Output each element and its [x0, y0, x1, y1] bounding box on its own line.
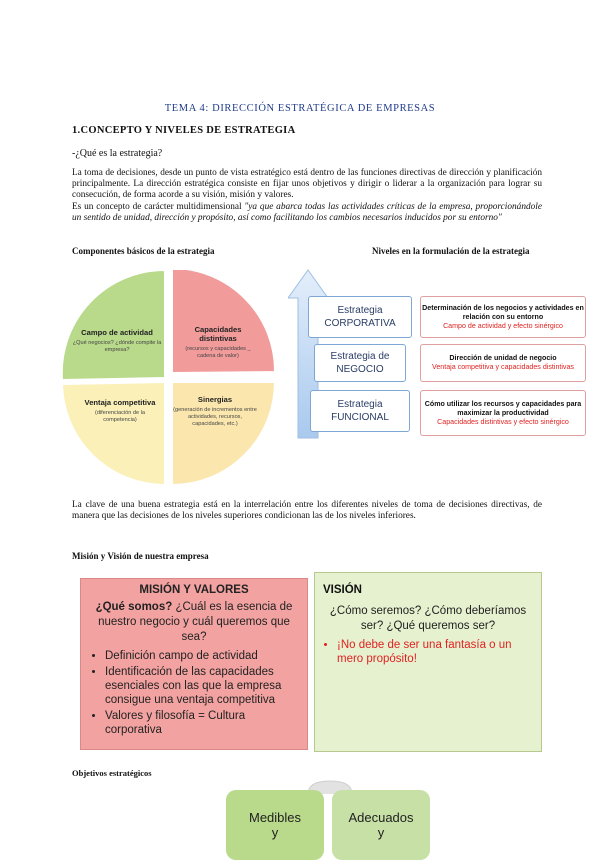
section-heading: 1.CONCEPTO Y NIVELES DE ESTRATEGIA — [72, 125, 296, 136]
vision-box — [314, 572, 542, 752]
mission-bullet: • Valores y filosofía = Cultura corporativa — [105, 709, 301, 737]
level-corporativa-l2: CORPORATIVA — [324, 318, 396, 329]
level-corporativa — [308, 296, 412, 338]
pie-desc-ventaja: (diferenciación de la competencia) — [94, 410, 146, 423]
objective-adecuados-l2: y — [377, 825, 385, 840]
intro-p1: La toma de decisiones, desde un punto de vista estratégico está dentro de las funciones directivas de dirección y planificación principalmente. La dirección estratégica consiste en fijar unos objetivos y dirigir o liderar a la organización para lograr su consecución, de forma acorde a su visión, misión y valores. — [72, 168, 542, 201]
mission-question-rest: ¿Cuál es la esencia de nuestro negocio y cuál queremos que sea? — [98, 601, 293, 643]
level-funcional-l1: Estrategia — [337, 399, 383, 410]
mission-question-bold: ¿Qué somos? — [95, 601, 173, 613]
pie-slice-campo — [62, 270, 165, 380]
pie-label-campo — [70, 328, 164, 354]
pie-title-capacidades: Capacidades distintivas — [194, 325, 242, 343]
pie-label-ventaja — [80, 398, 160, 424]
level-desc-negocio-red: Ventaja competitiva y capacidades distintivas — [432, 363, 574, 371]
question-line: -¿Qué es la estrategia? — [72, 148, 163, 159]
components-heading: Componentes básicos de la estrategia — [72, 246, 215, 256]
components-pie — [60, 270, 280, 490]
objective-medibles-l2: y — [271, 825, 279, 840]
pie-title-sinergias: Sinergias — [197, 395, 233, 404]
mission-list — [81, 649, 307, 737]
objective-adecuados-l1: Adecuados — [348, 810, 414, 825]
level-desc-negocio-key: Dirección de unidad de negocio — [449, 354, 557, 362]
objective-adecuados — [332, 790, 430, 860]
level-desc-funcional — [420, 390, 586, 436]
objective-medibles-l1: Medibles — [248, 810, 302, 825]
level-funcional-l2: FUNCIONAL — [331, 412, 389, 423]
mission-bullet: • Identificación de las capacidades esenciales con las que la empresa consigue una ventaja competitiva — [105, 665, 301, 707]
level-desc-corporativa-red: Campo de actividad y efecto sinérgico — [443, 321, 563, 330]
mission-question — [81, 596, 307, 645]
vision-question: ¿Cómo seremos? ¿Cómo deberíamos ser? ¿Qué queremos ser? — [329, 605, 527, 632]
vision-bullet: • ¡No debe de ser una fantasía o un mero propósito! — [337, 638, 535, 666]
pie-desc-campo: ¿Qué negocios? ¿dónde compite la empresa? — [72, 340, 162, 353]
document-title: TEMA 4: DIRECCIÓN ESTRATÉGICA DE EMPRESAS — [164, 103, 436, 114]
intro-p2a: Es un concepto de carácter multidimensional — [72, 201, 245, 212]
level-funcional — [310, 390, 410, 432]
pie-label-capacidades — [178, 325, 258, 360]
mission-box — [80, 578, 308, 750]
level-desc-funcional-red: Capacidades distintivas y efecto sinérgico — [437, 417, 569, 426]
vision-list — [315, 638, 541, 666]
intro-p2b: "ya que abarca todas las actividades críticas de la empresa, proporcionándole un sentido de unidad, dirección y propósito, así como facilitando los cambios necesarios inducidos por su entorno" — [72, 201, 542, 223]
intro-paragraph — [72, 168, 542, 224]
mission-title: MISIÓN Y VALORES — [139, 584, 249, 596]
level-corporativa-l1: Estrategia — [337, 305, 383, 316]
pie-title-ventaja: Ventaja competitiva — [84, 398, 156, 407]
objectives-heading: Objetivos estratégicos — [72, 768, 152, 778]
mission-bullet: • Definición campo de actividad — [105, 649, 301, 663]
pie-desc-sinergias: (generación de incrementos entre actividades, recursos, capacidades, etc.) — [173, 407, 257, 427]
level-negocio-l2: NEGOCIO — [336, 364, 384, 375]
levels-heading: Niveles en la formulación de la estrategia — [372, 246, 530, 256]
level-desc-corporativa — [420, 296, 586, 338]
pie-title-campo: Campo de actividad — [81, 328, 153, 337]
level-negocio-l1: Estrategia de — [330, 351, 390, 362]
level-desc-corporativa-key: Determinación de los negocios y actividades en relación con su entorno — [422, 303, 584, 321]
objective-medibles — [226, 790, 324, 860]
level-desc-negocio — [420, 344, 586, 382]
key-paragraph: La clave de una buena estrategia está en la interrelación entre los diferentes niveles de toma de decisiones directivas, de manera que las decisiones de los niveles superiores condicionan las de los niveles inferiores. — [72, 500, 542, 522]
level-negocio — [314, 344, 406, 382]
vision-title: VISIÓN — [323, 584, 362, 596]
pie-desc-capacidades: (recursos y capacidades _ cadena de valor) — [185, 346, 251, 359]
level-desc-funcional-key: Cómo utilizar los recursos y capacidades para maximizar la productividad — [424, 399, 582, 417]
mission-vision-heading: Misión y Visión de nuestra empresa — [72, 551, 209, 561]
pie-label-sinergias — [172, 395, 258, 428]
